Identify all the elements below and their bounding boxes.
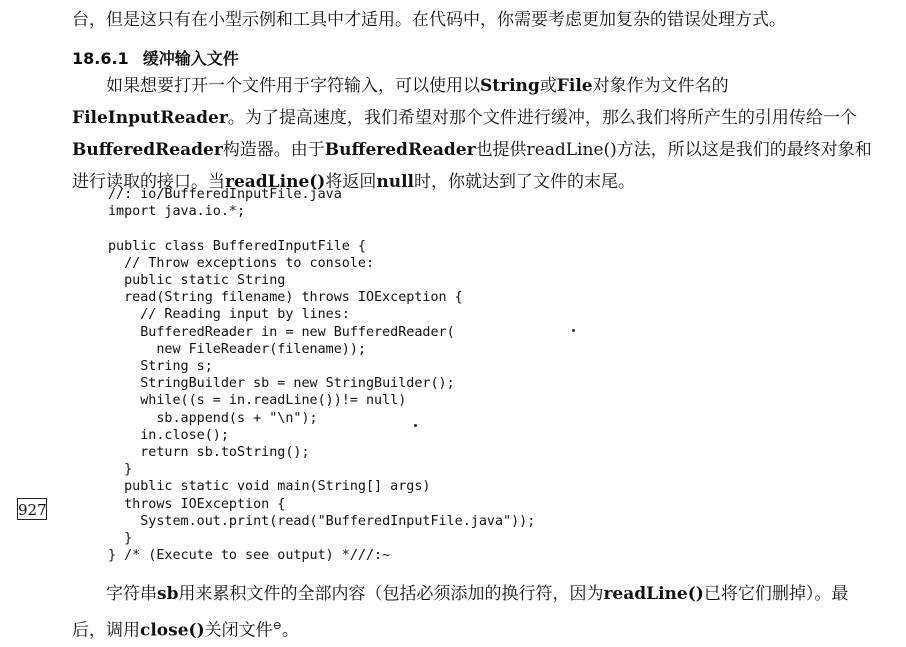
- para2-text-5: 。: [281, 620, 299, 641]
- paragraph-2: [72, 578, 872, 647]
- keyword-bufferedreader-2: BufferedReader: [324, 140, 476, 160]
- para1-text-1: 如果想要打开一个文件用于字符输入，可以使用以: [106, 76, 480, 96]
- keyword-readline-2: readLine(): [603, 584, 704, 604]
- para1-text-5: 构造器。由于: [222, 140, 325, 160]
- para1-text-8: 时，你就达到了文件的末尾。: [414, 172, 635, 192]
- para2-text-2: 用来累积文件的全部内容（包括必须添加的换行符，因为: [178, 584, 604, 604]
- para1-text-7: 将返回: [325, 172, 377, 192]
- footnote-mark: ⊖: [272, 619, 282, 632]
- keyword-sb: sb: [157, 584, 179, 604]
- para2-text-1: 字符串: [106, 584, 157, 604]
- paragraph-1: [72, 70, 872, 198]
- keyword-fileinputreader: FileInputReader: [72, 108, 228, 128]
- para1-text-6: 也提供readLine()方法，所以这是我们的最终对象和进行读取的接口。当: [72, 140, 872, 192]
- intro-line: 台，但是这只有在小型示例和工具中才适用。在代码中，你需要考虑更加复杂的错误处理方式。: [72, 10, 786, 30]
- page-number: 927: [17, 498, 47, 520]
- keyword-null: null: [376, 172, 414, 192]
- para1-text-2: 或: [539, 76, 557, 96]
- section-title: 缓冲输入文件: [142, 49, 239, 68]
- para2-text-4: 关闭文件: [204, 620, 273, 641]
- keyword-string: String: [480, 76, 540, 96]
- section-heading: [72, 48, 239, 70]
- scan-speck: [572, 329, 575, 332]
- para2-text-3: 已将它们删掉）。最后，调用: [72, 584, 849, 641]
- keyword-readline: readLine(): [225, 172, 326, 192]
- keyword-close: close(): [140, 620, 205, 641]
- para1-text-3: 对象作为文件名的: [592, 76, 729, 96]
- keyword-file: File: [556, 76, 593, 96]
- code-listing: //: io/BufferedInputFile.java import java.io.*; public class BufferedInputFile { // Throw exceptions to console: public static String read(String filename) throws IOException { // Reading input by lines: BufferedReader in = new BufferedReader( new FileReader(filename)); String s; StringBuilder sb = new StringBuilder(); while((s = in.readLine())!= null) sb.append(s + "\n"); in.close(); return sb.toString(); } public static void main(String[] args) throws IOException { System.out.print(read("BufferedInputFile.java")); } } /* (Execute to see output) *///:~: [108, 187, 536, 564]
- section-number: 18.6.1: [72, 49, 129, 68]
- scan-speck: [414, 424, 417, 427]
- keyword-bufferedreader: BufferedReader: [72, 140, 223, 160]
- para1-text-4: 。为了提高速度，我们希望对那个文件进行缓冲，那么我们将所产生的引用传给一个: [227, 108, 857, 128]
